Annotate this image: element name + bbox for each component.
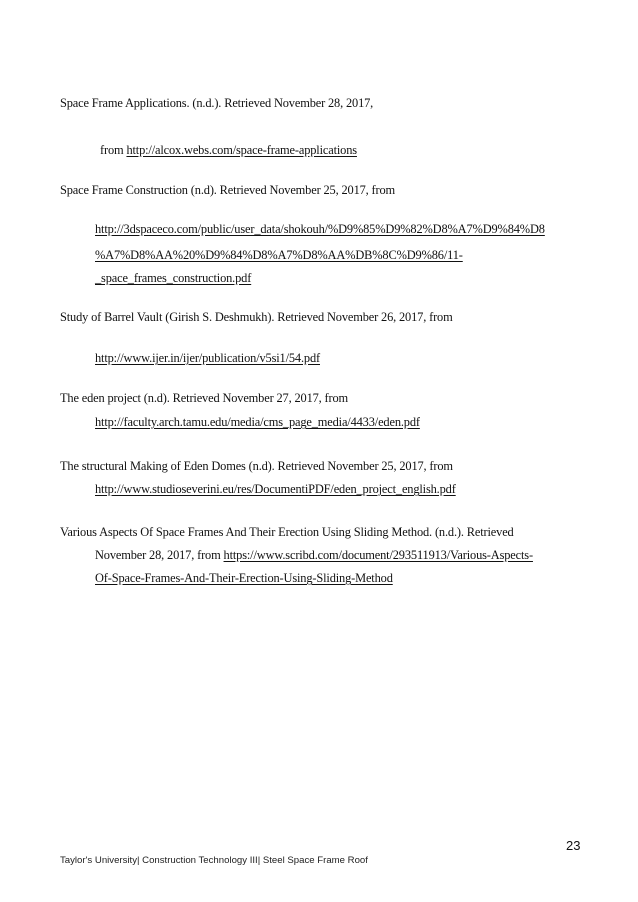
- reference-1-url-line: [100, 142, 357, 158]
- reference-2-link-line-1[interactable]: http://3dspaceco.com/public/user_data/shokouh/%D9%85%D9%82%D8%A7%D9%84%D8: [95, 222, 545, 236]
- reference-5-link[interactable]: http://www.studioseverini.eu/res/DocumentiPDF/eden_project_english.pdf: [95, 482, 456, 496]
- reference-1-link[interactable]: http://alcox.webs.com/space-frame-applications: [126, 143, 357, 157]
- reference-6-link-part-2[interactable]: Of-Space-Frames-And-Their-Erection-Using-Sliding-Method: [95, 571, 393, 585]
- reference-2-link-line-3[interactable]: _space_frames_construction.pdf: [95, 271, 252, 285]
- reference-4-text: The eden project (n.d). Retrieved November 27, 2017, from: [60, 391, 349, 405]
- reference-2-text: Space Frame Construction (n.d). Retrieved November 25, 2017, from: [60, 183, 396, 197]
- reference-4-link[interactable]: http://faculty.arch.tamu.edu/media/cms_page_media/4433/eden.pdf: [95, 415, 420, 429]
- reference-1-text: Space Frame Applications. (n.d.). Retrieved November 28, 2017,: [60, 96, 374, 110]
- page-number: 23: [566, 838, 581, 853]
- reference-2-link-line-2[interactable]: %A7%D8%AA%20%D9%84%D8%A7%D8%AA%DB%8C%D9%86/11-: [95, 248, 463, 262]
- reference-6-text: Various Aspects Of Space Frames And Their Erection Using Sliding Method. (n.d.). Retrieved: [60, 525, 514, 539]
- reference-6-link-part-1[interactable]: https://www.scribd.com/document/293511913/Various-Aspects-: [223, 548, 533, 562]
- reference-6-url-line-1: [95, 547, 533, 563]
- reference-3-text: Study of Barrel Vault (Girish S. Deshmukh). Retrieved November 26, 2017, from: [60, 310, 453, 324]
- reference-5-text: The structural Making of Eden Domes (n.d). Retrieved November 25, 2017, from: [60, 459, 453, 473]
- page-footer: Taylor's University| Construction Technology III| Steel Space Frame Roof: [60, 855, 368, 866]
- reference-1-from: from: [100, 143, 127, 157]
- reference-6-continuation: November 28, 2017, from: [95, 548, 224, 562]
- reference-3-link[interactable]: http://www.ijer.in/ijer/publication/v5si1/54.pdf: [95, 351, 320, 365]
